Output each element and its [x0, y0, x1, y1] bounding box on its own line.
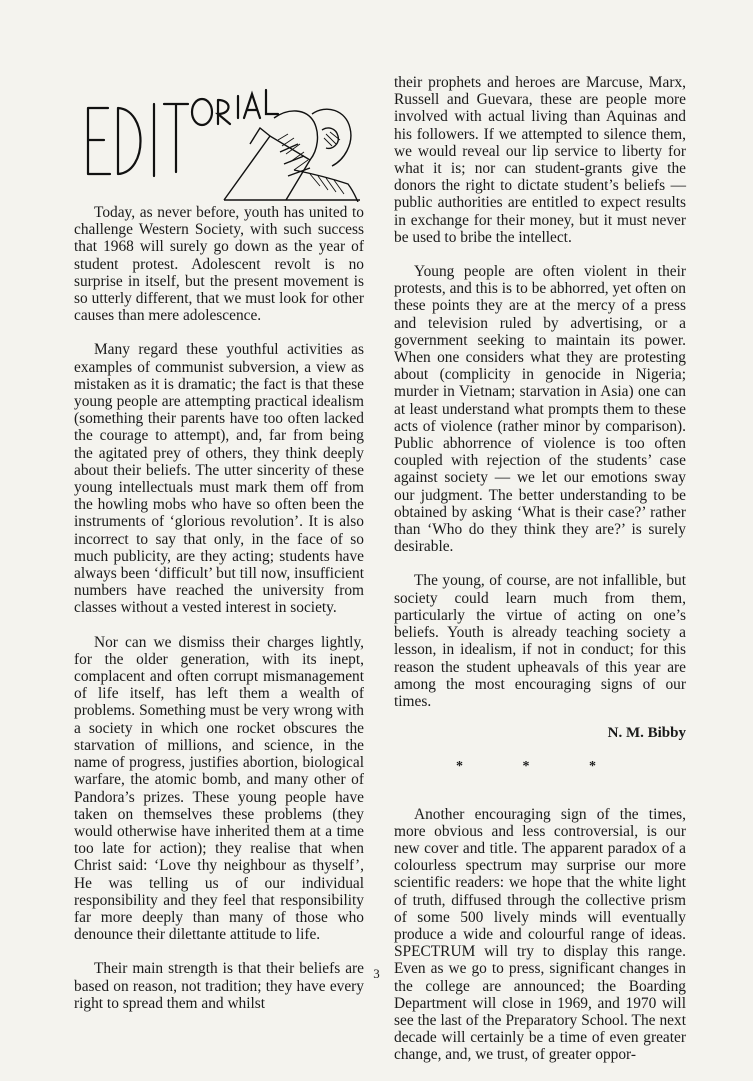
- page-number: 3: [373, 966, 380, 981]
- editorial-header-illustration: [74, 74, 364, 202]
- editorial-paragraph: Young people are often violent in their protests, and this is to be abhorred, yet often on these points they are at the mercy of a press and television ruled by advertising, or a government seeking to maintain its power. When one considers what they are protesting about (complicity in genocide in Nigeria; murder in Vietnam; starvation in Asia) one can at least understand what prompts them to these acts of violence (rather minor by comparison). Public abhorrence of violence is too often coupled with rejection of the students’ case against society — we let our emotions sway our judgment. The better understanding to be obtained by asking ‘What is their case?’ rather than ‘Who do they think they are?’ is surely desirable.: [394, 263, 686, 556]
- editorial-paragraph: Another encouraging sign of the times, more obvious and less controversial, is our new cover and title. The apparent paradox of a colourless spectrum may surprise our more scientific readers: we hope that the white light of truth, diffused through the collective prism of some 500 lively minds will eventually produce a wide and colourful range of ideas. SPECTRUM will try to display this range. Even as we go to press, significant changes in the college are announced; the Boarding Department will close in 1969, and 1970 will see the last of the Preparatory School. The next decade will certainly be a time of even greater change, and, we trust, of greater oppor-: [394, 805, 686, 1064]
- editorial-paragraph: The young, of course, are not infallible, but society could learn much from them, particularly the virtue of acting on one’s beliefs. Youth is already teaching society a lesson, in idealism, if not in conduct; for this reason the student upheavals of this year are among the most encouraging signs of our times.: [394, 572, 686, 710]
- author-signature: N. M. Bibby: [607, 725, 686, 742]
- editorial-paragraph: Their main strength is that their beliefs are based on reason, not tradition; they have every right to spread them and whilst: [74, 960, 364, 1012]
- left-column: [74, 204, 364, 1029]
- editorial-paragraph-continued: their prophets and heroes are Marcuse, Marx, Russell and Guevara, these are people more involved with actual living than Aquinas and his followers. If we attempted to silence them, we would reveal our lip service to liberty for what it is; nor can student-grants give the donors the right to dictate student’s beliefs — public authorities are entitled to expect results in exchange for their money, but it must never be used to bribe the intellect.: [394, 74, 686, 246]
- right-column: [394, 74, 686, 1081]
- editorial-logo-icon: [74, 74, 364, 202]
- editorial-paragraph: Nor can we dismiss their charges lightly, for the older generation, with its inept, complacent and often corrupt mismanagement of life itself, has left them a wealth of problems. Something must be very wrong with a society in which one rocket obscures the starvation of millions, and science, in the name of progress, justifies abortion, biological warfare, the atomic bomb, and many other of Pandora’s prizes. These young people have taken on themselves these problems (they would otherwise have inherited them at a time too late for action); they realise that when Christ said: ‘Love thy neighbour as thyself’, He was telling us of our individual responsibility and they feel that responsibility far more deeply than many of those who denounce their dilettante attitude to life.: [74, 633, 364, 944]
- section-separator: * * *: [456, 759, 624, 775]
- editorial-paragraph: Many regard these youthful activities as examples of communist subversion, a view as mistaken as it is dramatic; the fact is that these young people are attempting practical idealism (something their parents have too often lacked the courage to attempt), and, far from being the agitated prey of others, they think deeply about their beliefs. The utter sincerity of these young intellectuals must mark them off from the howling mobs who have so often been the instruments of ‘glorious revolution’. It is also incorrect to say that only, in the face of so much publicity, are they acting; students have always been ‘difficult’ but till now, insufficient numbers have reached the university from classes without a vested interest in society.: [74, 341, 364, 617]
- editorial-paragraph: Today, as never before, youth has united to challenge Western Society, with such success that 1968 will surely go down as the year of student protest. Adolescent revolt is no surprise in itself, but the present movement is so utterly different, that we must look for other causes than mere adolescence.: [74, 204, 364, 325]
